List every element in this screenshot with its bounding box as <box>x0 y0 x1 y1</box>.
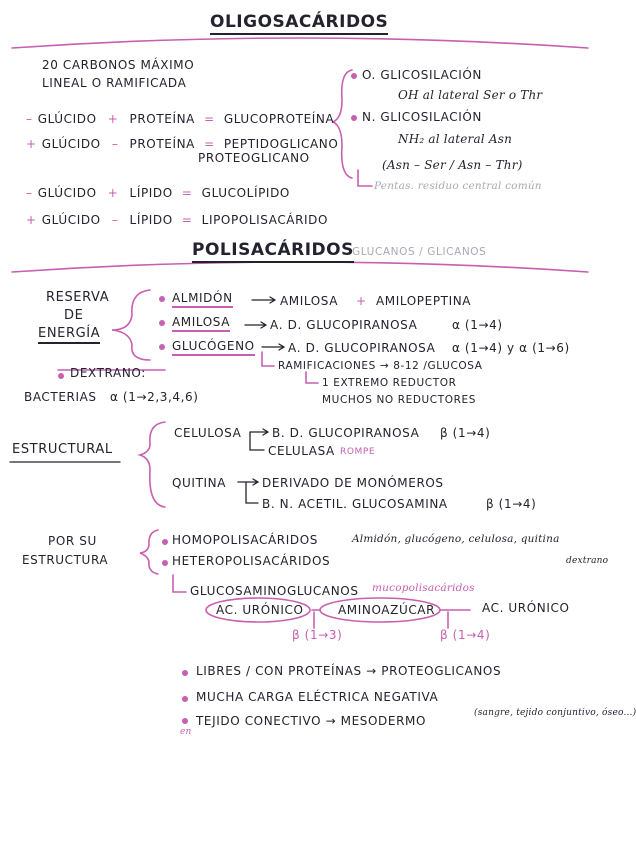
arch-poli <box>12 262 588 272</box>
sign: – <box>26 112 33 126</box>
glucosaminoglucanos: GLUCOSAMINOGLUCANOS <box>190 584 359 598</box>
arrow-almidon <box>252 297 275 303</box>
almidon-plus: + <box>356 294 367 308</box>
reaction-row-3 <box>26 182 290 201</box>
eq: = <box>204 112 215 126</box>
almidon: ALMIDÓN <box>172 291 233 308</box>
term-b: PROTEÍNA <box>129 112 195 126</box>
bullet-dot <box>162 560 168 566</box>
estructural: ESTRUCTURAL <box>12 442 113 457</box>
rompe: ROMPE <box>340 447 376 457</box>
gag-tejido: TEJIDO CONECTIVO → MESODERMO <box>196 714 427 728</box>
reserva-1: RESERVA <box>46 290 110 305</box>
op: – <box>111 213 119 227</box>
amilosa-bond: α (1→4) <box>452 318 503 332</box>
gag-carga: MUCHA CARGA ELÉCTRICA NEGATIVA <box>196 690 439 704</box>
brace-glyc <box>333 70 352 178</box>
op: + <box>107 186 119 200</box>
brace-porsu <box>140 530 158 574</box>
quitina-unit: Β. N. ACETIL. GLUCOSAMINA <box>262 497 448 511</box>
term-c: LIPOPOLISACÁRIDO <box>201 213 329 227</box>
n-glicosilacion: N. GLICOSILACIÓN <box>362 110 483 124</box>
dextrano: DEXTRANO: <box>70 366 146 380</box>
op: – <box>111 137 119 151</box>
o-glicosilacion: O. GLICOSILACIÓN <box>362 68 482 82</box>
bullet-dot <box>159 344 165 350</box>
heteropolisacaridos: HETEROPOLISACÁRIDOS <box>172 554 331 568</box>
sequon: (Asn – Ser / Asn – Thr) <box>382 158 523 172</box>
term-a: GLÚCIDO <box>41 137 101 151</box>
bacterias: BACTERIAS <box>24 390 97 404</box>
quitina-bond: β (1→4) <box>486 497 537 511</box>
ac-uronico-1: AC. URÓNICO <box>216 603 304 617</box>
reaction-row-2-c2: PROTEOGLICANO <box>198 151 310 165</box>
arrow-quitina <box>238 479 258 485</box>
term-b: LÍPIDO <box>129 213 173 227</box>
bullet-dot <box>182 718 188 724</box>
term-a: GLÚCIDO <box>41 213 101 227</box>
glucogeno: GLUCÓGENO <box>172 339 255 356</box>
reaction-row-4 <box>26 209 328 228</box>
arrow-gag <box>173 575 186 592</box>
o-glicosilacion-detail: OH al lateral Ser o Thr <box>398 88 543 102</box>
glucogeno-unit: Α. D. GLUCOPIRANOSA <box>288 341 436 355</box>
oligo-lineal: LINEAL O RAMIFICADA <box>42 76 187 90</box>
bullet-dot <box>159 320 165 326</box>
arrow-glucogeno <box>262 344 284 350</box>
aminoazucar: AMINOAZÚCAR <box>338 603 436 617</box>
bullet-dot <box>182 670 188 676</box>
op: + <box>107 112 119 126</box>
ac-uronico-2: AC. URÓNICO <box>482 601 570 615</box>
por-su: POR SU <box>48 534 97 548</box>
celulosa-bond: β (1→4) <box>440 426 491 440</box>
poli-subtitle: GLUCANOS / GLICANOS <box>352 246 487 258</box>
bullet-dot <box>159 296 165 302</box>
glucogeno-bond: α (1→4) y α (1→6) <box>452 341 570 355</box>
almidon-amilopeptina: AMILOPEPTINA <box>376 294 472 308</box>
gag-tejido-note: (sangre, tejido conjuntivo, óseo...) <box>474 708 636 718</box>
celulasa: CELULASA <box>268 444 335 458</box>
arch-oligo <box>12 38 588 48</box>
reaction-row-1 <box>26 108 334 127</box>
term-c: PEPTIDOGLICANO <box>223 137 339 151</box>
brace-reserva <box>112 290 150 360</box>
bacterias-bond: α (1→2,3,4,6) <box>110 390 199 404</box>
poli-title: POLISACÁRIDOS <box>192 240 354 263</box>
term-b: LÍPIDO <box>129 186 173 200</box>
amilosa-unit: Α. D. GLUCOPIRANOSA <box>270 318 418 332</box>
bullet-dot <box>351 73 357 79</box>
bond-1-3: β (1→3) <box>292 628 343 642</box>
term-b: PROTEÍNA <box>129 137 195 151</box>
arrow-amilosa <box>245 322 266 328</box>
sign: + <box>26 213 37 227</box>
homopolisacaridos: HOMOPOLISACÁRIDOS <box>172 533 318 547</box>
oligo-title: OLIGOSACÁRIDOS <box>210 12 388 35</box>
reserva-3: ENERGÍA <box>38 326 100 344</box>
extremo-reductor: 1 EXTREMO REDUCTOR <box>322 377 457 389</box>
homo-examples: Almidón, glucógeno, celulosa, quitina <box>352 533 560 545</box>
arrow-celulosa <box>250 429 268 435</box>
amilosa: AMILOSA <box>172 315 230 332</box>
sign: + <box>26 137 37 151</box>
gag-en: en <box>180 727 192 737</box>
arrow-ramif <box>262 352 274 366</box>
reaction-row-2 <box>26 133 338 152</box>
sign: – <box>26 186 33 200</box>
term-c: GLUCOLÍPIDO <box>201 186 290 200</box>
homo-dextrano: dextrano <box>566 556 609 566</box>
n-glicosilacion-detail: NH₂ al lateral Asn <box>398 132 513 146</box>
ramificaciones: RAMIFICACIONES → 8-12 /GLUCOSA <box>278 360 483 372</box>
term-c: GLUCOPROTEÍNA <box>223 112 335 126</box>
pentas-note: Pentas. residuo central común <box>374 180 542 192</box>
eq: = <box>204 137 215 151</box>
celulosa-unit: Β. D. GLUCOPIRANOSA <box>272 426 420 440</box>
term-a: GLÚCIDO <box>37 112 97 126</box>
term-a: GLÚCIDO <box>37 186 97 200</box>
gag-libres: LIBRES / CON PROTEÍNAS → PROTEOGLICANOS <box>196 664 502 678</box>
reserva-2: DE <box>64 308 84 323</box>
bullet-dot <box>182 696 188 702</box>
oligo-max-carbons: 20 CARBONOS MÁXIMO <box>42 58 195 72</box>
arrow-pentas <box>358 170 372 186</box>
quitina-derivado: DERIVADO DE MONÓMEROS <box>262 476 444 490</box>
eq: = <box>181 213 193 227</box>
mucopolisacaridos: mucopolisacáridos <box>372 582 475 594</box>
eq: = <box>181 186 193 200</box>
no-reductores: MUCHOS NO REDUCTORES <box>322 394 477 406</box>
almidon-amilosa: AMILOSA <box>280 294 339 308</box>
quitina: QUITINA <box>172 476 227 490</box>
bullet-dot <box>351 115 357 121</box>
estructura: ESTRUCTURA <box>22 553 109 567</box>
bullet-dot <box>162 539 168 545</box>
brace-estructural <box>140 422 165 507</box>
bond-1-4: β (1→4) <box>440 628 491 642</box>
bullet-dot <box>58 373 64 379</box>
celulosa: CELULOSA <box>174 426 242 440</box>
arrow-extremo <box>306 372 318 383</box>
